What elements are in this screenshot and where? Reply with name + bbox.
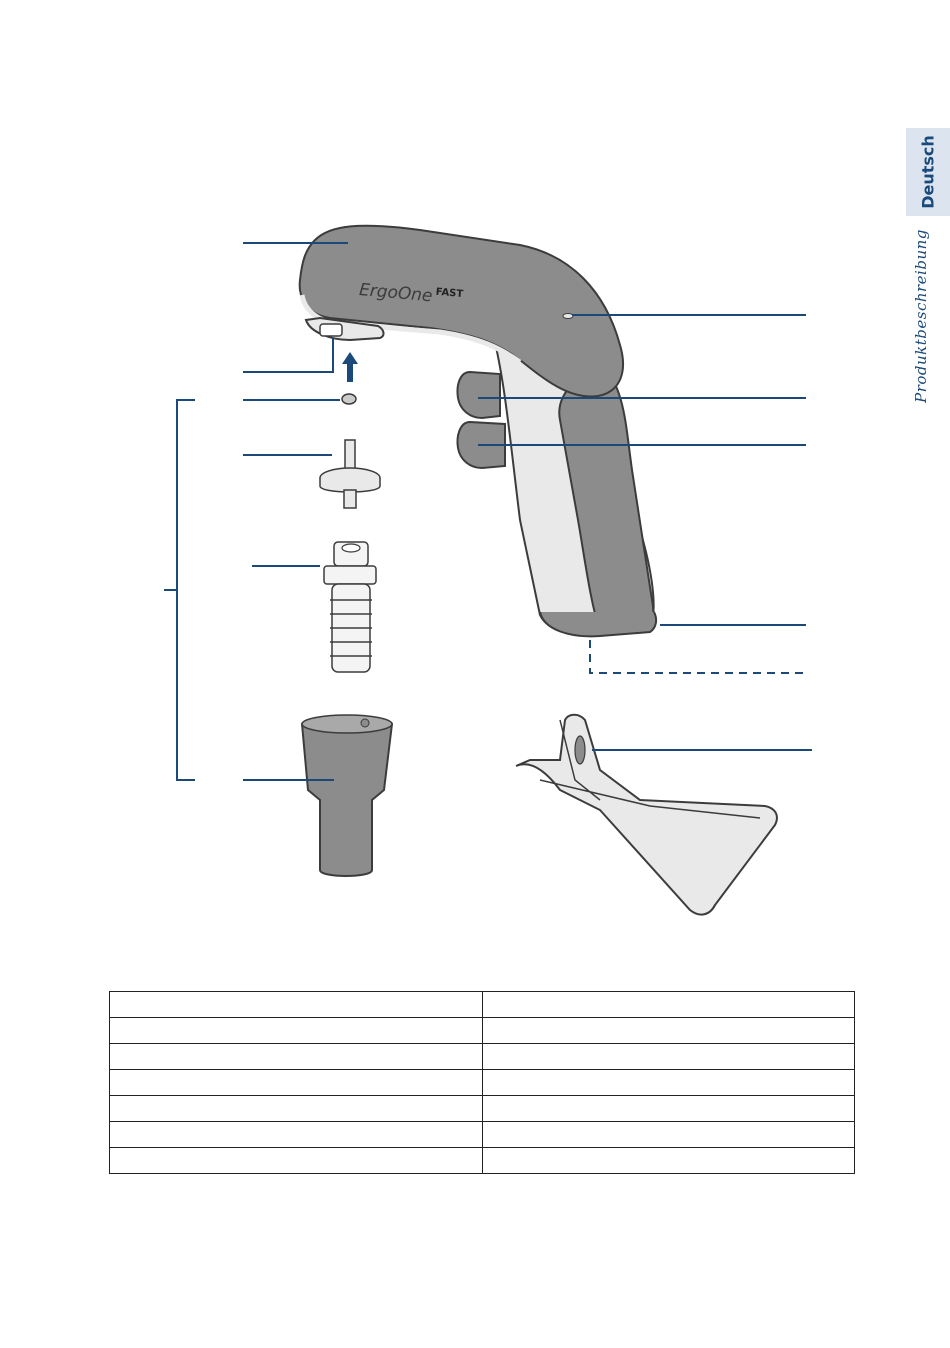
legend-cell-part	[110, 1122, 483, 1148]
legend-cell-description	[482, 1018, 855, 1044]
silicone-adapter	[324, 542, 376, 672]
nosepiece-parts	[302, 352, 392, 876]
legend-row	[110, 1096, 855, 1122]
legend-row	[110, 1148, 855, 1174]
brand-name: ErgoOne	[358, 280, 434, 307]
legend-cell-part	[110, 1096, 483, 1122]
nose-latch	[320, 324, 342, 336]
parts-legend-table	[109, 991, 855, 1174]
section-subtitle: Produktbeschreibung	[912, 229, 930, 403]
upper-button	[458, 372, 501, 418]
legend-table-body	[110, 992, 855, 1174]
legend-cell-description	[482, 1122, 855, 1148]
legend-row	[110, 1044, 855, 1070]
legend-row	[110, 1018, 855, 1044]
legend-row	[110, 1070, 855, 1096]
nosepiece-holder	[302, 715, 392, 876]
leader-nose-cone	[243, 338, 333, 372]
legend-cell-description	[482, 1070, 855, 1096]
base-cap	[540, 612, 656, 636]
legend-cell-part	[110, 1148, 483, 1174]
language-tab-label: Deutsch	[918, 135, 938, 209]
legend-cell-description	[482, 1096, 855, 1122]
up-arrow-icon	[342, 352, 358, 382]
led-indicator	[563, 314, 573, 319]
membrane-filter	[320, 440, 380, 508]
legend-row	[110, 1122, 855, 1148]
brand-variant: FAST	[435, 286, 464, 301]
legend-cell-part	[110, 992, 483, 1018]
legend-cell-part	[110, 1070, 483, 1096]
leader-charging-dashed	[590, 640, 808, 673]
legend-cell-description	[482, 1148, 855, 1174]
legend-row	[110, 992, 855, 1018]
legend-cell-part	[110, 1044, 483, 1070]
seal-ring	[342, 394, 356, 404]
legend-cell-description	[482, 1044, 855, 1070]
bracket-nosepiece-set	[164, 400, 195, 780]
wall-stand	[516, 715, 777, 915]
legend-cell-description	[482, 992, 855, 1018]
legend-cell-part	[110, 1018, 483, 1044]
